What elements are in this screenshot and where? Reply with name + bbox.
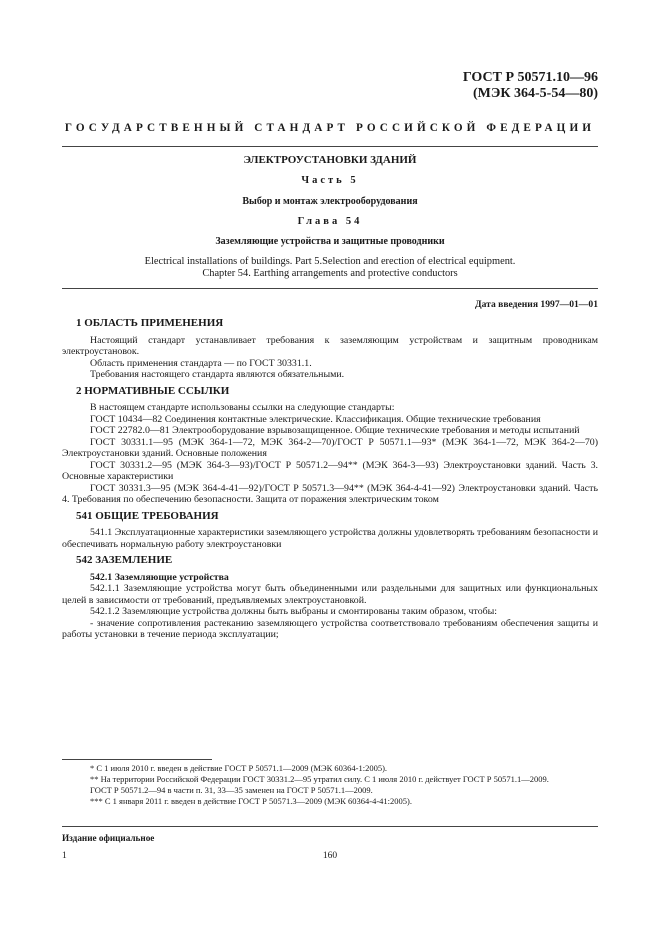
footnotes bbox=[62, 763, 598, 807]
footnote: *** С 1 января 2011 г. введен в действие ГОСТ Р 50571.3—2009 (МЭК 60364-4-41:2005). bbox=[90, 796, 412, 807]
clause-paragraph: - значение сопротивления растеканию заземляющего устройства соответствовало требованиям обеспечения защиты и работы установки в течение периода эксплуатации; bbox=[62, 617, 598, 640]
reference-item: ГОСТ 30331.3—95 (МЭК 364-4-41—92)/ГОСТ Р 50571.3—94** (МЭК 364-4-41—92) Электроустановки зданий. Часть 4. Требования по обеспечению безопасности. Защита от поражения электрическим током bbox=[62, 482, 598, 505]
section-2-heading: 2 НОРМАТИВНЫЕ ССЫЛКИ bbox=[76, 384, 230, 397]
section-541-heading: 541 ОБЩИЕ ТРЕБОВАНИЯ bbox=[76, 509, 219, 522]
section-1-paragraph: Настоящий стандарт устанавливает требования к заземляющим устройствам и защитным проводникам электроустановок. bbox=[62, 334, 598, 357]
footnote: * С 1 июля 2010 г. введен в действие ГОСТ Р 50571.1—2009 (МЭК 60364-1:2005). bbox=[90, 763, 388, 773]
chapter-label: Глава 54 bbox=[297, 216, 363, 227]
document-page bbox=[62, 0, 598, 935]
introduction-date: Дата введения 1997—01—01 bbox=[475, 299, 598, 310]
section-1-heading: 1 ОБЛАСТЬ ПРИМЕНЕНИЯ bbox=[76, 317, 224, 329]
reference-item: ГОСТ 30331.2—95 (МЭК 364-3—93)/ГОСТ Р 50571.2—94** (МЭК 364-3—93) Электроустановки зданий. Часть 3. Основные характеристики bbox=[62, 459, 598, 482]
footnote: ГОСТ Р 50571.2—94 в части п. 31, 33—35 заменен на ГОСТ Р 50571.1—2009. bbox=[90, 785, 373, 796]
edition-number: 1 bbox=[62, 851, 67, 861]
header-rule bbox=[62, 146, 598, 147]
document-title: ЭЛЕКТРОУСТАНОВКИ ЗДАНИЙ bbox=[243, 154, 417, 166]
footnote: ** На территории Российской Федерации ГОСТ 30331.2—95 утратил силу. С 1 июля 2010 г. действует ГОСТ Р 50571.1—2009. bbox=[90, 774, 549, 785]
section-1-paragraph: Область применения стандарта — по ГОСТ 30331.1. bbox=[90, 357, 312, 369]
chapter-name: Заземляющие устройства и защитные проводники bbox=[215, 236, 445, 247]
section-541-paragraph: 541.1 Эксплуатационные характеристики заземляющего устройства должны удовлетворять требованиям безопасности и обеспечивать нормальную работу электроустановки bbox=[62, 527, 598, 550]
section-1-paragraph: Требования настоящего стандарта являются обязательными. bbox=[90, 369, 345, 380]
reference-item: ГОСТ 10434—82 Соединения контактные электрические. Классификация. Общие технические требования bbox=[90, 413, 541, 425]
section-542-heading: 542 ЗАЗЕМЛЕНИЕ bbox=[76, 554, 173, 566]
clause-paragraph: 542.1.1 Заземляющие устройства могут быть объединенными или раздельными для защитных или функциональных целей в зависимости от требований, предъявляемых электроустановкой. bbox=[62, 583, 598, 606]
english-title-line2: Chapter 54. Earthing arrangements and protective conductors bbox=[202, 268, 458, 279]
reference-item: ГОСТ 22782.0—81 Электрооборудование взрывозащищенное. Общие технические требования и методы испытаний bbox=[90, 425, 580, 436]
reference-item: ГОСТ 30331.1—95 (МЭК 364-1—72, МЭК 364-2—70)/ГОСТ Р 50571.1—93* (МЭК 364-1—72, МЭК 364-2—70) Электроустановки зданий. Основные положения bbox=[62, 436, 598, 459]
standard-code bbox=[463, 70, 598, 102]
document-body bbox=[62, 318, 598, 641]
clause-paragraph: 542.1.2 Заземляющие устройства должны быть выбраны и смонтированы таким образом, чтобы: bbox=[90, 606, 498, 617]
subsection-5421-heading: 542.1 Заземляющие устройства bbox=[90, 571, 229, 583]
footer-rule bbox=[62, 826, 598, 827]
part-label: Часть 5 bbox=[301, 175, 359, 186]
page-number: 160 bbox=[322, 851, 338, 861]
state-standard-title: ГОСУДАРСТВЕННЫЙ СТАНДАРТ РОССИЙСКОЙ ФЕДЕРАЦИИ bbox=[64, 122, 596, 134]
section-2-paragraph: В настоящем стандарте использованы ссылки на следующие стандарты: bbox=[90, 402, 395, 413]
standard-code-iec: (МЭК 364-5-54—80) bbox=[472, 86, 598, 101]
footnote-rule bbox=[62, 759, 212, 760]
official-edition-label: Издание официальное bbox=[62, 833, 155, 843]
part-name: Выбор и монтаж электрооборудования bbox=[242, 196, 418, 207]
english-title-line1: Electrical installations of buildings. Part 5.Selection and erection of electrical equipment. bbox=[144, 256, 516, 267]
title-rule bbox=[62, 288, 598, 289]
standard-code-gost: ГОСТ Р 50571.10—96 bbox=[462, 70, 598, 85]
